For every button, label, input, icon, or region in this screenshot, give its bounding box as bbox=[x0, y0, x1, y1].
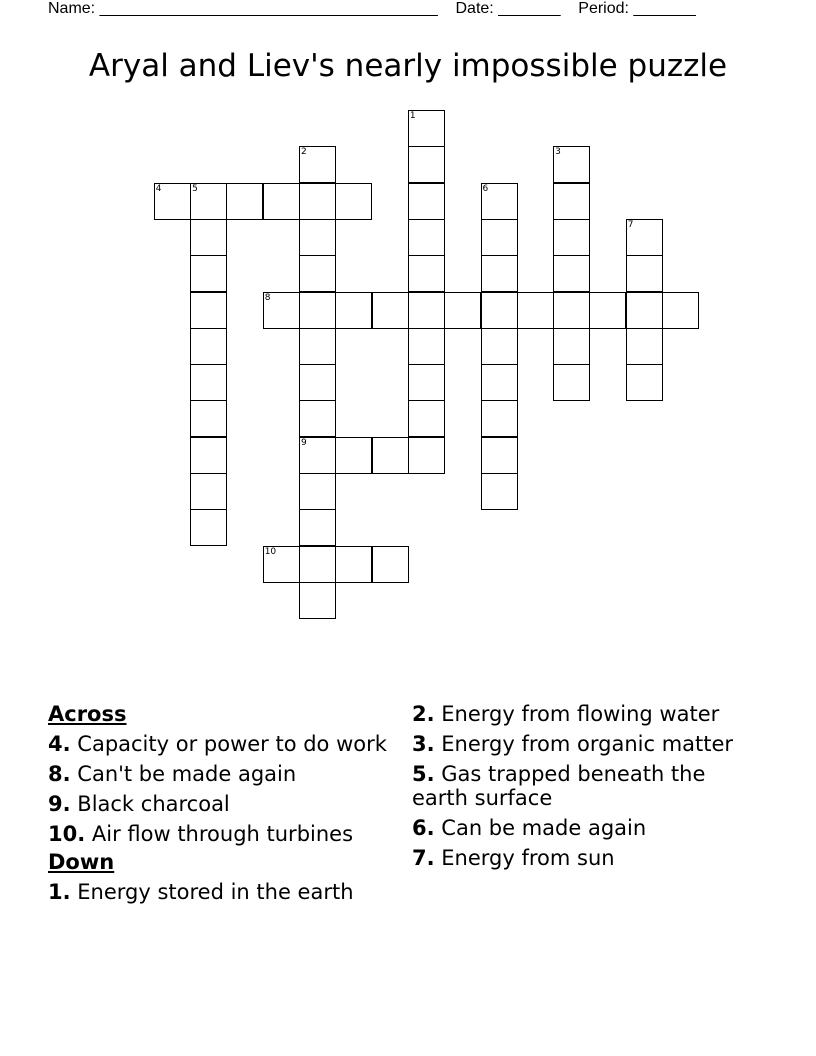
grid-cell[interactable] bbox=[335, 183, 372, 220]
grid-cell[interactable] bbox=[553, 292, 590, 329]
grid-cell[interactable] bbox=[553, 364, 590, 401]
clue-number: 9. bbox=[48, 792, 71, 816]
grid-cell[interactable] bbox=[299, 292, 336, 329]
grid-cell[interactable] bbox=[372, 546, 409, 583]
clue-number: 1. bbox=[48, 880, 71, 904]
clue-number: 10. bbox=[48, 822, 86, 846]
clue-text: Energy stored in the earth bbox=[77, 880, 354, 904]
grid-cell[interactable] bbox=[408, 183, 445, 220]
grid-cell[interactable] bbox=[299, 509, 336, 546]
grid-cell[interactable] bbox=[299, 146, 336, 183]
grid-cell[interactable] bbox=[662, 292, 699, 329]
grid-cell[interactable] bbox=[408, 110, 445, 147]
date-label: Date: bbox=[455, 0, 494, 17]
grid-cell[interactable] bbox=[553, 183, 590, 220]
clue-text: Can't be made again bbox=[77, 762, 297, 786]
grid-cell[interactable] bbox=[372, 437, 409, 474]
grid-cell[interactable] bbox=[481, 183, 518, 220]
cell-number: 8 bbox=[264, 292, 271, 303]
clue-text: Energy from organic matter bbox=[441, 732, 734, 756]
cell-number: 9 bbox=[301, 437, 307, 448]
name-label: Name: bbox=[48, 0, 96, 17]
grid-cell[interactable] bbox=[154, 183, 191, 220]
clue-text: Air flow through turbines bbox=[91, 822, 354, 846]
grid-cell[interactable] bbox=[553, 146, 590, 183]
clues-column-left bbox=[48, 702, 388, 910]
clue-across-10 bbox=[48, 822, 388, 846]
grid-cell[interactable] bbox=[226, 183, 263, 220]
grid-cell[interactable] bbox=[408, 292, 445, 329]
clue-across-9 bbox=[48, 792, 388, 816]
puzzle-title: Aryal and Liev's nearly impossible puzzle bbox=[88, 48, 728, 84]
clue-across-8 bbox=[48, 762, 388, 786]
across-heading: Across bbox=[48, 702, 127, 726]
clues-column-right bbox=[412, 702, 752, 876]
grid-cell[interactable] bbox=[190, 400, 227, 437]
grid-cell[interactable] bbox=[481, 328, 518, 365]
clue-text: Can be made again bbox=[441, 816, 647, 840]
grid-cell[interactable] bbox=[299, 255, 336, 292]
period-blank[interactable]: _______ bbox=[633, 0, 696, 17]
grid-cell[interactable] bbox=[553, 255, 590, 292]
grid-cell[interactable] bbox=[299, 400, 336, 437]
clue-down-3 bbox=[412, 732, 752, 756]
clue-number: 2. bbox=[412, 702, 435, 726]
clue-down-6 bbox=[412, 816, 752, 840]
clue-text: Capacity or power to do work bbox=[77, 732, 387, 756]
grid-cell[interactable] bbox=[481, 219, 518, 256]
clue-number: 3. bbox=[412, 732, 435, 756]
cell-number: 2 bbox=[301, 147, 307, 158]
grid-cell[interactable] bbox=[263, 546, 300, 583]
grid-cell[interactable] bbox=[335, 437, 372, 474]
cell-number: 7 bbox=[627, 219, 634, 230]
grid-cell[interactable] bbox=[299, 437, 336, 474]
grid-cell[interactable] bbox=[444, 292, 481, 329]
clue-number: 4. bbox=[48, 732, 71, 756]
grid-cell[interactable] bbox=[481, 437, 518, 474]
period-label: Period: bbox=[578, 0, 629, 17]
cell-number: 5 bbox=[192, 183, 198, 194]
clue-text: Energy from sun bbox=[441, 846, 615, 870]
grid-cell[interactable] bbox=[481, 364, 518, 401]
grid-cell[interactable] bbox=[408, 255, 445, 292]
clue-down-5 bbox=[412, 762, 752, 810]
grid-cell[interactable] bbox=[553, 328, 590, 365]
grid-cell[interactable] bbox=[481, 255, 518, 292]
grid-cell[interactable] bbox=[263, 183, 300, 220]
grid-cell[interactable] bbox=[408, 146, 445, 183]
grid-cell[interactable] bbox=[190, 509, 227, 546]
cell-number: 4 bbox=[155, 183, 162, 194]
grid-cell[interactable] bbox=[626, 364, 663, 401]
clue-down-2 bbox=[412, 702, 752, 726]
cell-number: 3 bbox=[555, 147, 561, 158]
grid-cell[interactable] bbox=[553, 219, 590, 256]
grid-cell[interactable] bbox=[626, 255, 663, 292]
grid-cell[interactable] bbox=[626, 328, 663, 365]
clue-text: Black charcoal bbox=[77, 792, 230, 816]
grid-cell[interactable] bbox=[299, 183, 336, 220]
grid-cell[interactable] bbox=[190, 328, 227, 365]
grid-cell[interactable] bbox=[626, 219, 663, 256]
clue-text: Energy from flowing water bbox=[441, 702, 720, 726]
grid-cell[interactable] bbox=[408, 219, 445, 256]
grid-cell[interactable] bbox=[190, 364, 227, 401]
grid-cell[interactable] bbox=[408, 437, 445, 474]
grid-cell[interactable] bbox=[372, 292, 409, 329]
clue-down-1 bbox=[48, 880, 388, 904]
grid-cell[interactable] bbox=[190, 292, 227, 329]
clue-number: 6. bbox=[412, 816, 435, 840]
clue-number: 8. bbox=[48, 762, 71, 786]
clue-down-7 bbox=[412, 846, 752, 870]
grid-cell[interactable] bbox=[190, 255, 227, 292]
grid-cell[interactable] bbox=[190, 473, 227, 510]
cell-number: 6 bbox=[482, 183, 489, 194]
down-heading: Down bbox=[48, 850, 115, 874]
grid-cell[interactable] bbox=[263, 292, 300, 329]
clue-across-4 bbox=[48, 732, 388, 756]
grid-cell[interactable] bbox=[299, 328, 336, 365]
cell-number: 1 bbox=[409, 111, 416, 121]
grid-cell[interactable] bbox=[335, 546, 372, 583]
grid-cell[interactable] bbox=[517, 292, 554, 329]
grid-cell[interactable] bbox=[299, 219, 336, 256]
grid-cell[interactable] bbox=[481, 473, 518, 510]
cell-number: 10 bbox=[264, 546, 277, 557]
grid-cell[interactable] bbox=[335, 292, 372, 329]
grid-cell[interactable] bbox=[481, 400, 518, 437]
clue-number: 7. bbox=[412, 846, 435, 870]
clue-text: Gas trapped beneath the earth surface bbox=[412, 762, 706, 810]
grid-cell[interactable] bbox=[589, 292, 626, 329]
grid-cell[interactable] bbox=[190, 219, 227, 256]
grid-cell[interactable] bbox=[299, 582, 336, 619]
clue-number: 5. bbox=[412, 762, 435, 786]
grid-cell[interactable] bbox=[481, 292, 518, 329]
grid-cell[interactable] bbox=[408, 328, 445, 365]
date-blank[interactable]: _______ bbox=[498, 0, 561, 17]
grid-cell[interactable] bbox=[190, 183, 227, 220]
grid-cell[interactable] bbox=[408, 400, 445, 437]
grid-cell[interactable] bbox=[299, 546, 336, 583]
grid-cell[interactable] bbox=[299, 364, 336, 401]
grid-cell[interactable] bbox=[408, 364, 445, 401]
grid-cell[interactable] bbox=[299, 473, 336, 510]
grid-cell[interactable] bbox=[626, 292, 663, 329]
grid-cell[interactable] bbox=[190, 437, 227, 474]
name-blank[interactable]: ______________________________________ bbox=[99, 0, 438, 17]
